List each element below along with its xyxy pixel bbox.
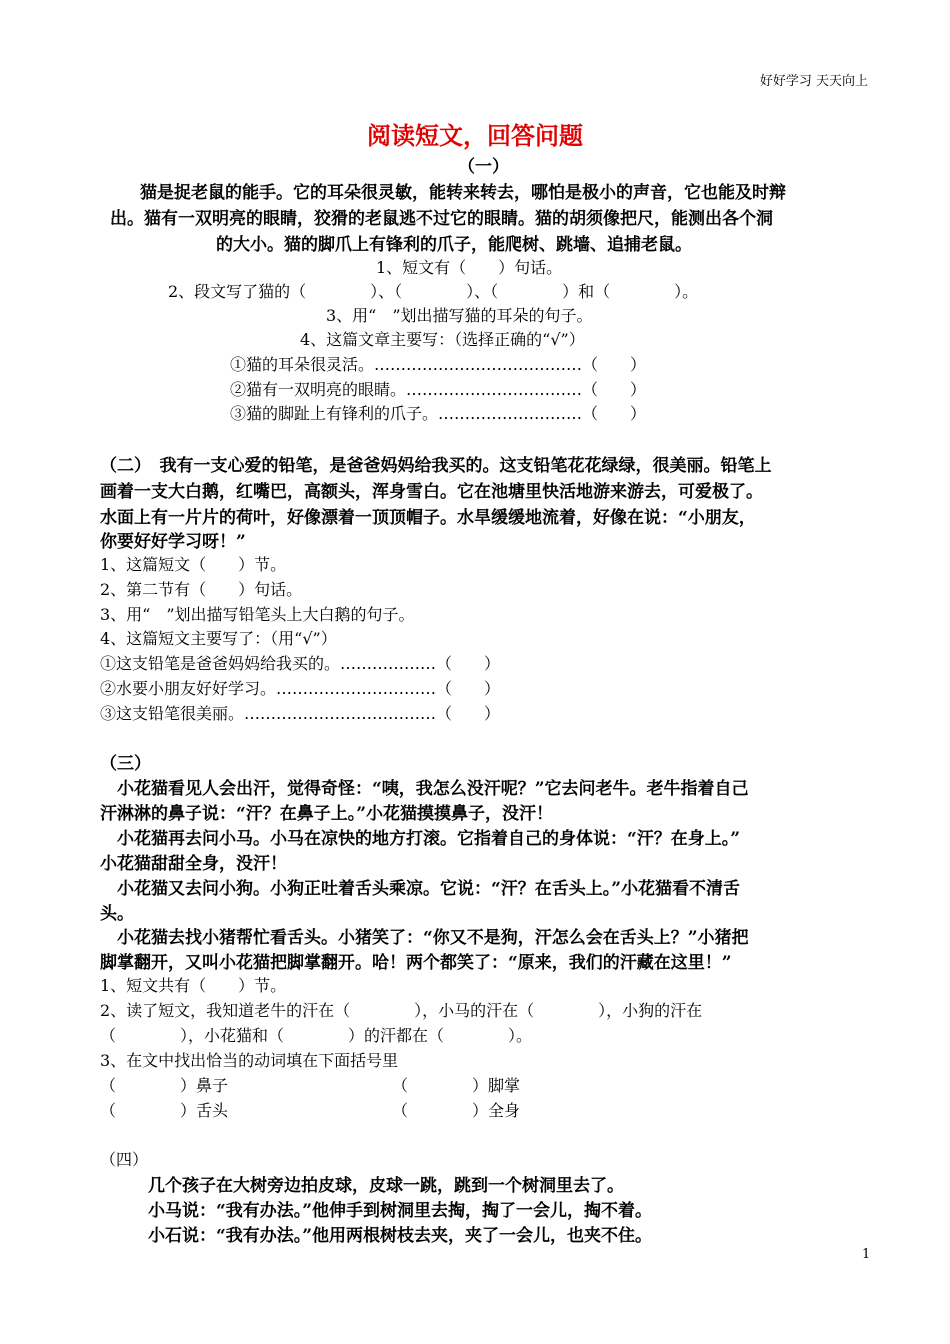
- section4-passage-line: 几个孩子在大树旁边拍皮球，皮球一跳，跳到一个树洞里去了。: [148, 1176, 624, 1196]
- section3-passage-line: 小花猫再去问小马。小马在凉快的地方打滚。它指着自己的身体说：“汗？在身上。”: [100, 829, 741, 849]
- section2-passage-line: 画着一支大白鹅，红嘴巴，高额头，浑身雪白。它在池塘里快活地游来游去，可爱极了。: [100, 482, 763, 502]
- section3-fill-item: （ ）鼻子: [100, 1076, 229, 1095]
- section1-passage-line: 的大小。猫的脚爪上有锋利的爪子，能爬树、跳墙、追捕老鼠。: [216, 235, 692, 255]
- section1-option: ②猫有一双明亮的眼睛。……………………………（ ）: [230, 380, 647, 399]
- section1-passage-line: 出。猫有一双明亮的眼睛，狡猾的老鼠逃不过它的眼睛。猫的胡须像把尺，能测出各个洞: [110, 209, 773, 229]
- section1-question: 1、短文有（ ）句话。: [376, 258, 563, 277]
- section3-passage-line: 小花猫去找小猪帮忙看舌头。小猪笑了：“你又不是狗，汗怎么会在舌头上？”小猪把: [100, 928, 749, 948]
- section3-fill-item: （ ）舌头: [100, 1101, 229, 1120]
- section1-option: ③猫的脚趾上有锋利的爪子。………………………（ ）: [230, 404, 647, 423]
- section2-passage-line: 你要好好学习呀！”: [100, 532, 246, 552]
- header-motto: 好好学习 天天向上: [759, 74, 868, 89]
- section1-passage-line: 猫是捉老鼠的能手。它的耳朵很灵敏，能转来转去，哪怕是极小的声音，它也能及时辩: [140, 183, 786, 203]
- section3-question: 1、短文共有（ ）节。: [100, 976, 287, 995]
- section2-passage-line: （二） 我有一支心爱的铅笔，是爸爸妈妈给我买的。这支铅笔花花绿绿，很美丽。铅笔上: [100, 456, 772, 476]
- section2-option: ①这支铅笔是爸爸妈妈给我买的。………………（ ）: [100, 654, 501, 673]
- section2-passage-line: 水面上有一片片的荷叶，好像漂着一顶顶帽子。水旱缓缓地流着，好像在说：“小朋友，: [100, 508, 756, 528]
- section1-heading: （一）: [458, 157, 509, 177]
- section1-question: 2、段文写了猫的（ ）、（ ）、（ ）和（ ）。: [168, 282, 699, 301]
- section2-question: 2、第二节有（ ）句话。: [100, 580, 303, 599]
- section3-question: 3、在文中找出恰当的动词填在下面括号里: [100, 1051, 399, 1070]
- section4-heading: （四）: [100, 1150, 149, 1169]
- section2-option: ②水要小朋友好好学习。…………………………（ ）: [100, 679, 501, 698]
- section3-heading: （三）: [100, 754, 151, 774]
- section4-passage-line: 小马说：“我有办法。”他伸手到树洞里去掏，掏了一会儿，掏不着。: [148, 1201, 653, 1221]
- section2-question: 4、这篇短文主要写了：（用“√”）: [100, 629, 337, 648]
- section3-question: （ ），小花猫和（ ）的汗都在（ ）。: [100, 1026, 533, 1045]
- section2-option: ③这支铅笔很美丽。………………………………（ ）: [100, 704, 501, 723]
- section1-question: 4、这篇文章主要写：（选择正确的“√”）: [300, 330, 585, 349]
- section3-question: 2、读了短文，我知道老牛的汗在（ ），小马的汗在（ ），小狗的汗在: [100, 1001, 703, 1020]
- section4-passage-line: 小石说：“我有办法。”他用两根树枝去夹，夹了一会儿，也夹不住。: [148, 1226, 653, 1246]
- page-title: 阅读短文，回答问题: [367, 121, 583, 150]
- section1-question: 3、用“ ”划出描写猫的耳朵的句子。: [326, 306, 593, 325]
- section3-passage-line: 小花猫甜甜全身，没汗！: [100, 854, 287, 874]
- section3-passage-line: 小花猫看见人会出汗，觉得奇怪：“咦，我怎么没汗呢？”它去问老牛。老牛指着自己: [100, 779, 749, 799]
- section1-option: ①猫的耳朵很灵活。…………………………………（ ）: [230, 355, 647, 374]
- section3-passage-line: 小花猫又去问小狗。小狗正吐着舌头乘凉。它说：“汗？在舌头上。”小花猫看不清舌: [100, 879, 741, 899]
- section2-question: 3、用“ ”划出描写铅笔头上大白鹅的句子。: [100, 605, 415, 624]
- section3-passage-line: 脚掌翻开，又叫小花猫把脚掌翻开。哈！两个都笑了：“原来，我们的汗藏在这里！”: [100, 953, 732, 973]
- section2-question: 1、这篇短文（ ）节。: [100, 555, 287, 574]
- page-number: 1: [862, 1247, 871, 1262]
- section3-fill-item: （ ）全身: [392, 1101, 521, 1120]
- section3-passage-line: 头。: [100, 904, 134, 924]
- section3-passage-line: 汗淋淋的鼻子说：“汗？在鼻子上。”小花猫摸摸鼻子，没汗！: [100, 804, 554, 824]
- section3-fill-item: （ ）脚掌: [392, 1076, 521, 1095]
